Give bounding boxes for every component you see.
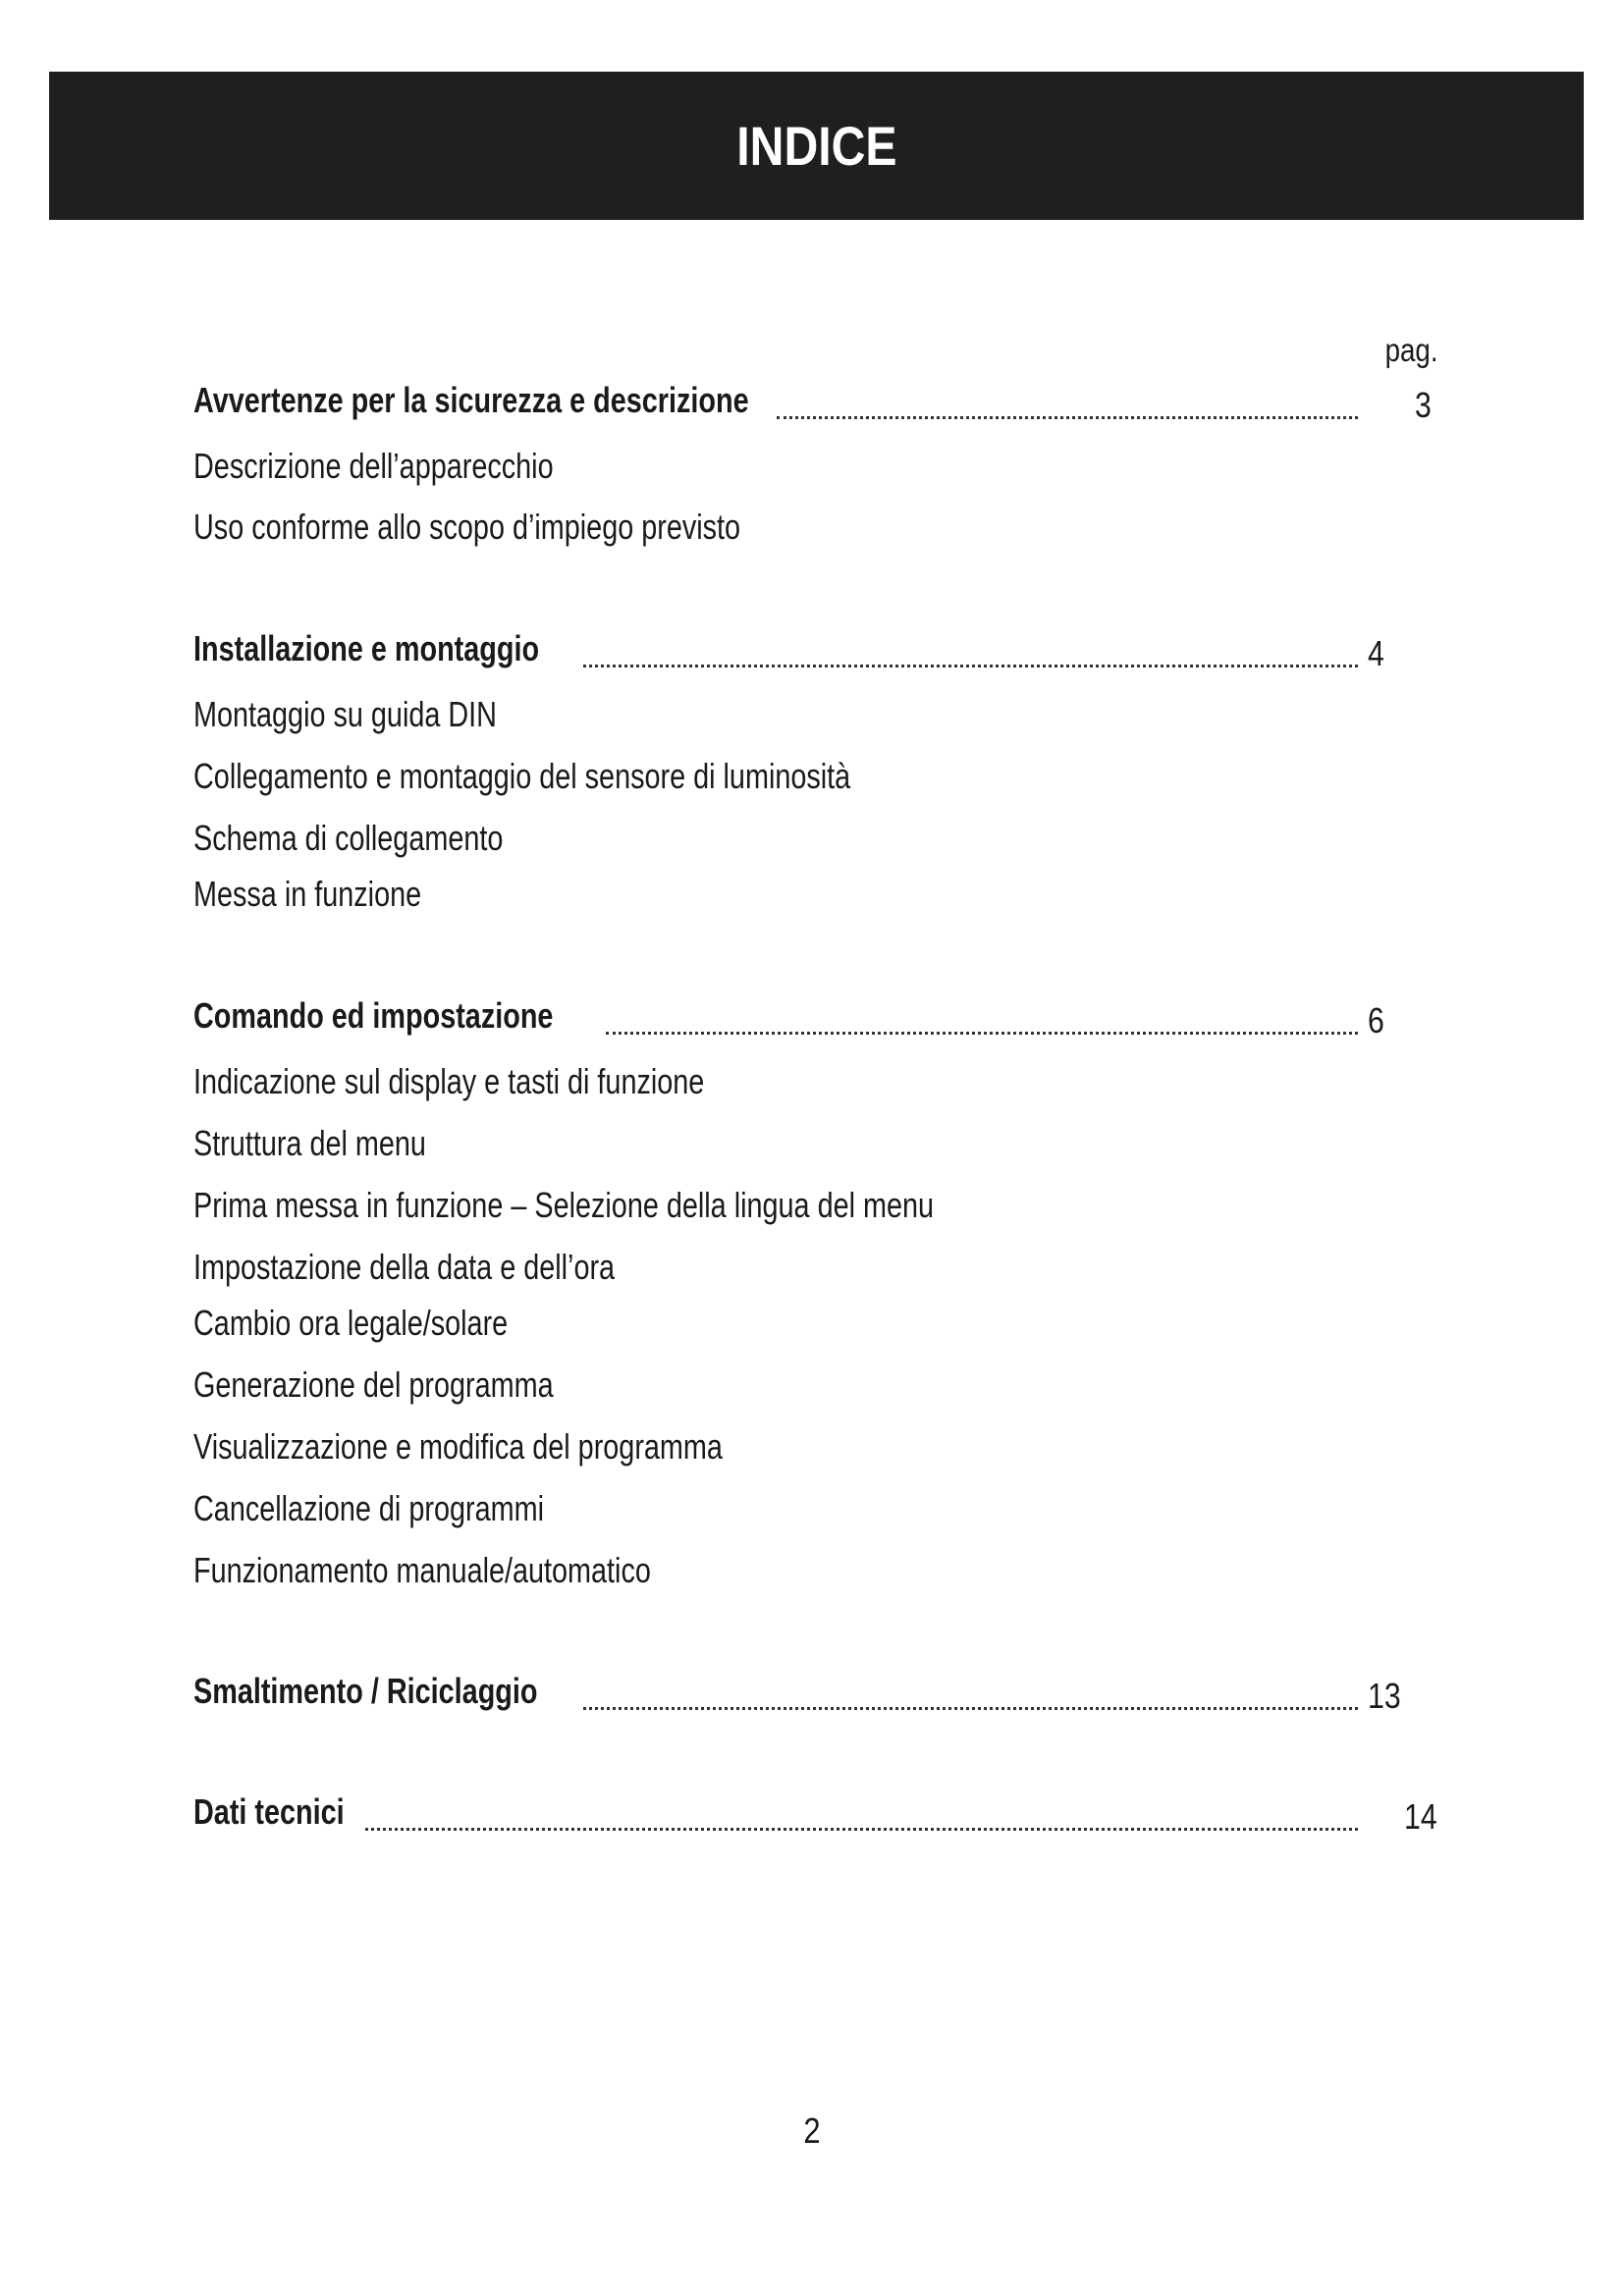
page-column-label: pag. — [1384, 332, 1438, 368]
toc-item[interactable]: Schema di collegamento — [193, 818, 504, 858]
dot-leader — [365, 1828, 1358, 1831]
dot-leader — [777, 416, 1358, 419]
toc-section-title: Smaltimento / Riciclaggio — [193, 1671, 538, 1711]
toc-item[interactable]: Generazione del programma — [193, 1364, 554, 1405]
toc-item[interactable]: Funzionamento manuale/automatico — [193, 1550, 651, 1590]
toc-item[interactable]: Uso conforme allo scopo d’impiego previsto — [193, 507, 741, 547]
header-bar — [49, 72, 1584, 220]
toc-item[interactable]: Impostazione della data e dell’ora — [193, 1247, 616, 1287]
page-number-text: 2 — [803, 2110, 821, 2151]
toc-page-number: 4 — [1368, 633, 1384, 673]
toc-item[interactable]: Cancellazione di programmi — [193, 1488, 544, 1528]
dot-leader — [583, 665, 1358, 667]
toc-page-number: 6 — [1368, 1000, 1384, 1041]
toc-section-safety[interactable] — [193, 380, 1435, 429]
toc-item[interactable]: Prima messa in funzione – Selezione della lingua del menu — [193, 1185, 935, 1225]
toc-section-title: Installazione e montaggio — [193, 628, 540, 668]
toc-item[interactable]: Messa in funzione — [193, 874, 422, 914]
toc-section-title: Comando ed impostazione — [193, 995, 554, 1036]
toc-section-installation[interactable] — [193, 628, 1435, 677]
toc-item[interactable]: Visualizzazione e modifica del programma — [193, 1426, 723, 1467]
toc-section-operation[interactable] — [193, 995, 1435, 1044]
toc-item[interactable]: Collegamento e montaggio del sensore di luminosità — [193, 756, 851, 796]
toc-item[interactable]: Cambio ora legale/solare — [193, 1303, 509, 1343]
toc-item[interactable]: Indicazione sul display e tasti di funzione — [193, 1061, 705, 1101]
toc-item[interactable]: Descrizione dell’apparecchio — [193, 446, 554, 486]
toc-item[interactable]: Struttura del menu — [193, 1123, 426, 1163]
toc-page-number: 3 — [1415, 385, 1432, 425]
page-number — [0, 2110, 1624, 2152]
toc-section-technical-data[interactable] — [193, 1791, 1435, 1841]
toc-section-disposal[interactable] — [193, 1671, 1435, 1720]
page-title: INDICE — [735, 115, 897, 177]
dot-leader — [583, 1707, 1358, 1710]
dot-leader — [606, 1032, 1358, 1035]
toc-section-title: Dati tecnici — [193, 1791, 345, 1832]
toc-item[interactable]: Montaggio su guida DIN — [193, 694, 497, 734]
toc-section-title: Avvertenze per la sicurezza e descrizione — [193, 380, 749, 420]
toc-page-number: 13 — [1368, 1676, 1401, 1716]
toc-page-number: 14 — [1404, 1796, 1437, 1837]
